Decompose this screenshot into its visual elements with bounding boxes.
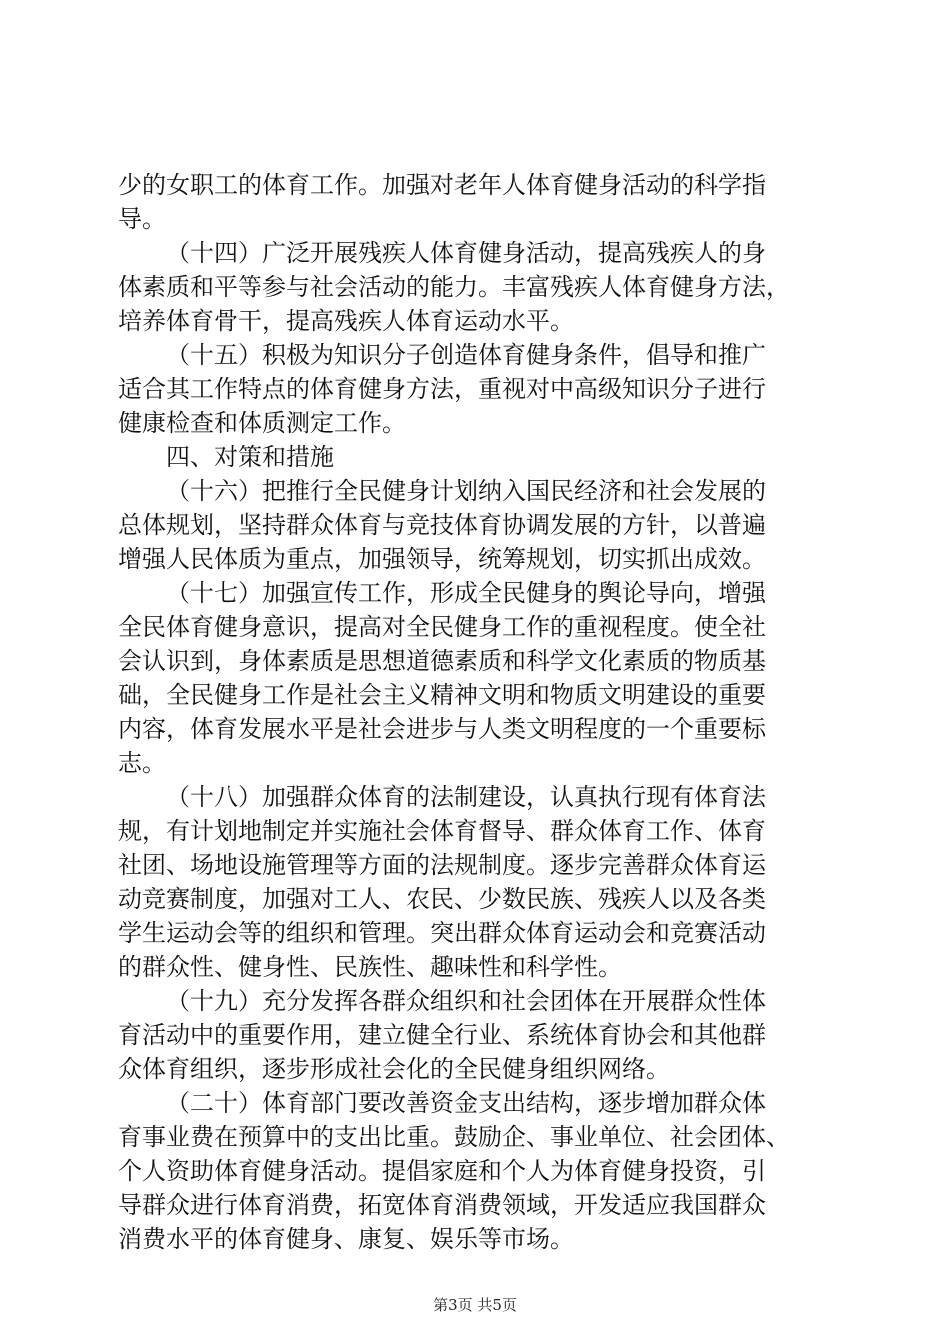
text-line: （二十）体育部门要改善资金支出结构，逐步增加群众体 — [166, 1089, 766, 1117]
text-line: 四、对策和措施 — [166, 443, 334, 471]
text-line: 育事业费在预算中的支出比重。鼓励企、事业单位、社会团体、 — [118, 1123, 790, 1151]
text-line: （十四）广泛开展残疾人体育健身活动，提高残疾人的身 — [166, 239, 766, 267]
text-line: 全民体育健身意识，提高对全民健身工作的重视程度。使全社 — [118, 613, 766, 641]
text-line: （十九）充分发挥各群众组织和社会团体在开展群众性体 — [166, 987, 766, 1015]
text-line: 的群众性、健身性、民族性、趣味性和科学性。 — [118, 953, 622, 981]
text-line: （十八）加强群众体育的法制建设，认真执行现有体育法 — [166, 783, 766, 811]
text-line: 健康检查和体质测定工作。 — [118, 409, 406, 437]
text-line: （十六）把推行全民健身计划纳入国民经济和社会发展的 — [166, 477, 766, 505]
text-line: （十五）积极为知识分子创造体育健身条件，倡导和推广 — [166, 341, 766, 369]
text-line: 导。 — [118, 205, 166, 233]
text-line: 社团、场地设施管理等方面的法规制度。逐步完善群众体育运 — [118, 851, 766, 879]
text-line: 培养体育骨干，提高残疾人体育运动水平。 — [118, 307, 574, 335]
text-line: 内容，体育发展水平是社会进步与人类文明程度的一个重要标 — [118, 715, 766, 743]
text-line: 会认识到，身体素质是思想道德素质和科学文化素质的物质基 — [118, 647, 766, 675]
document-body — [118, 168, 838, 1256]
text-line: （十七）加强宣传工作，形成全民健身的舆论导向，增强 — [166, 579, 766, 607]
text-line: 少的女职工的体育工作。加强对老年人体育健身活动的科学指 — [118, 171, 766, 199]
text-line: 导群众进行体育消费，拓宽体育消费领域，开发适应我国群众 — [118, 1191, 766, 1219]
text-line: 个人资助体育健身活动。提倡家庭和个人为体育健身投资，引 — [118, 1157, 766, 1185]
text-line: 育活动中的重要作用，建立健全行业、系统体育协会和其他群 — [118, 1021, 766, 1049]
text-line: 适合其工作特点的体育健身方法，重视对中高级知识分子进行 — [118, 375, 766, 403]
text-line: 规，有计划地制定并实施社会体育督导、群众体育工作、体育 — [118, 817, 766, 845]
text-line: 众体育组织，逐步形成社会化的全民健身组织网络。 — [118, 1055, 670, 1083]
text-line: 体素质和平等参与社会活动的能力。丰富残疾人体育健身方法， — [118, 273, 790, 301]
text-line: 学生运动会等的组织和管理。突出群众体育运动会和竞赛活动 — [118, 919, 766, 947]
text-line: 消费水平的体育健身、康复、娱乐等市场。 — [118, 1225, 574, 1253]
text-line: 志。 — [118, 749, 166, 777]
text-line: 增强人民体质为重点，加强领导，统筹规划，切实抓出成效。 — [118, 545, 766, 573]
text-line: 动竞赛制度，加强对工人、农民、少数民族、残疾人以及各类 — [118, 885, 766, 913]
text-line: 础，全民健身工作是社会主义精神文明和物质文明建设的重要 — [118, 681, 766, 709]
page-footer: 第3页 共5页 — [433, 1296, 517, 1314]
text-line: 总体规划，坚持群众体育与竞技体育协调发展的方针，以普遍 — [118, 511, 766, 539]
